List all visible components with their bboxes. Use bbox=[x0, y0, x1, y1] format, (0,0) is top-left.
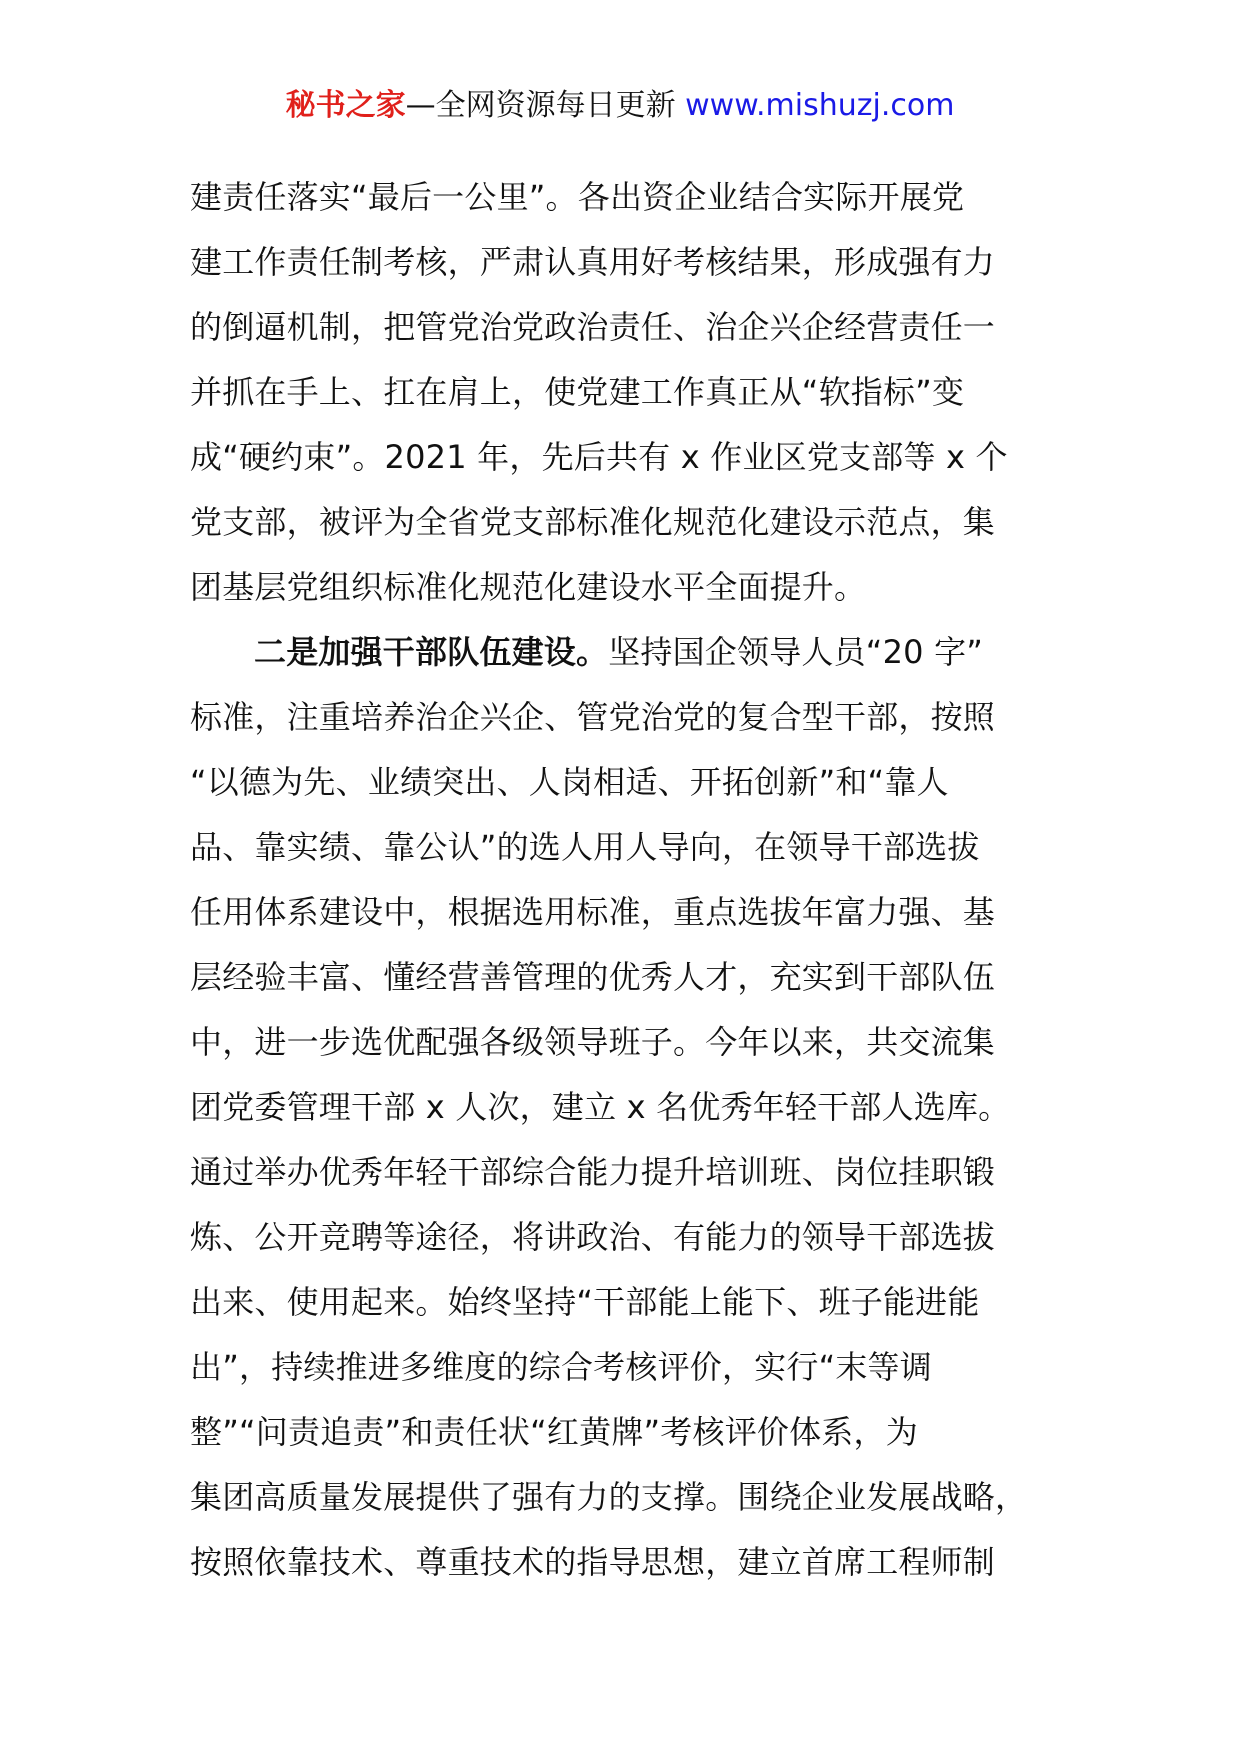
text-line: 通过举办优秀年轻干部综合能力提升培训班、岗位挂职锻 bbox=[190, 1153, 996, 1191]
text-line: 集团高质量发展提供了强有力的支撑。围绕企业发展战略， bbox=[190, 1478, 1028, 1516]
text-line: 成“硬约束”。2021 年，先后共有 x 作业区党支部等 x 个 bbox=[190, 438, 1008, 476]
section-heading-rest: 坚持国企领导人员“20 字” bbox=[608, 633, 984, 671]
text-line: 团党委管理干部 x 人次，建立 x 名优秀年轻干部人选库。 bbox=[190, 1088, 1011, 1126]
text-line: 中，进一步选优配强各级领导班子。今年以来，共交流集 bbox=[190, 1023, 996, 1061]
site-brand: 秘书之家 bbox=[285, 88, 406, 123]
text-line: 出来、使用起来。始终坚持“干部能上能下、班子能进能 bbox=[190, 1283, 980, 1321]
text-line: 按照依靠技术、尊重技术的指导思想，建立首席工程师制 bbox=[190, 1543, 996, 1581]
text-line: 建责任落实“最后一公里”。各出资企业结合实际开展党 bbox=[190, 178, 965, 216]
text-line: 团基层党组织标准化规范化建设水平全面提升。 bbox=[190, 568, 867, 606]
text-line: 并抓在手上、扛在肩上，使党建工作真正从“软指标”变 bbox=[190, 373, 965, 411]
text-line: 建工作责任制考核，严肃认真用好考核结果，形成强有力 bbox=[190, 243, 996, 281]
text-line: 整”“问责追责”和责任状“红黄牌”考核评价体系，为 bbox=[190, 1413, 918, 1451]
text-line: 炼、公开竞聘等途径，将讲政治、有能力的领导干部选拔 bbox=[190, 1218, 996, 1256]
text-line: 党支部，被评为全省党支部标准化规范化建设示范点，集 bbox=[190, 503, 996, 541]
site-tagline: —全网资源每日更新 bbox=[405, 88, 686, 123]
text-line: 的倒逼机制，把管党治党政治责任、治企兴企经营责任一 bbox=[190, 308, 996, 346]
section-heading-line bbox=[190, 620, 1070, 685]
text-line: 标准，注重培养治企兴企、管党治党的复合型干部，按照 bbox=[190, 698, 996, 736]
text-line: 层经验丰富、懂经营善管理的优秀人才，充实到干部队伍 bbox=[190, 958, 996, 996]
text-line: 品、靠实绩、靠公认”的选人用人导向，在领导干部选拔 bbox=[190, 828, 980, 866]
page-header bbox=[0, 86, 1240, 126]
text-line: 出”，持续推进多维度的综合考核评价，实行“末等调 bbox=[190, 1348, 932, 1386]
document-body bbox=[190, 165, 1070, 1595]
text-line: “以德为先、业绩突出、人岗相适、开拓创新”和“靠人 bbox=[190, 763, 949, 801]
site-url-link[interactable]: www.mishuzj.com bbox=[685, 88, 955, 123]
text-line: 任用体系建设中，根据选用标准，重点选拔年富力强、基 bbox=[190, 893, 996, 931]
section-heading: 二是加强干部队伍建设。 bbox=[254, 633, 609, 671]
